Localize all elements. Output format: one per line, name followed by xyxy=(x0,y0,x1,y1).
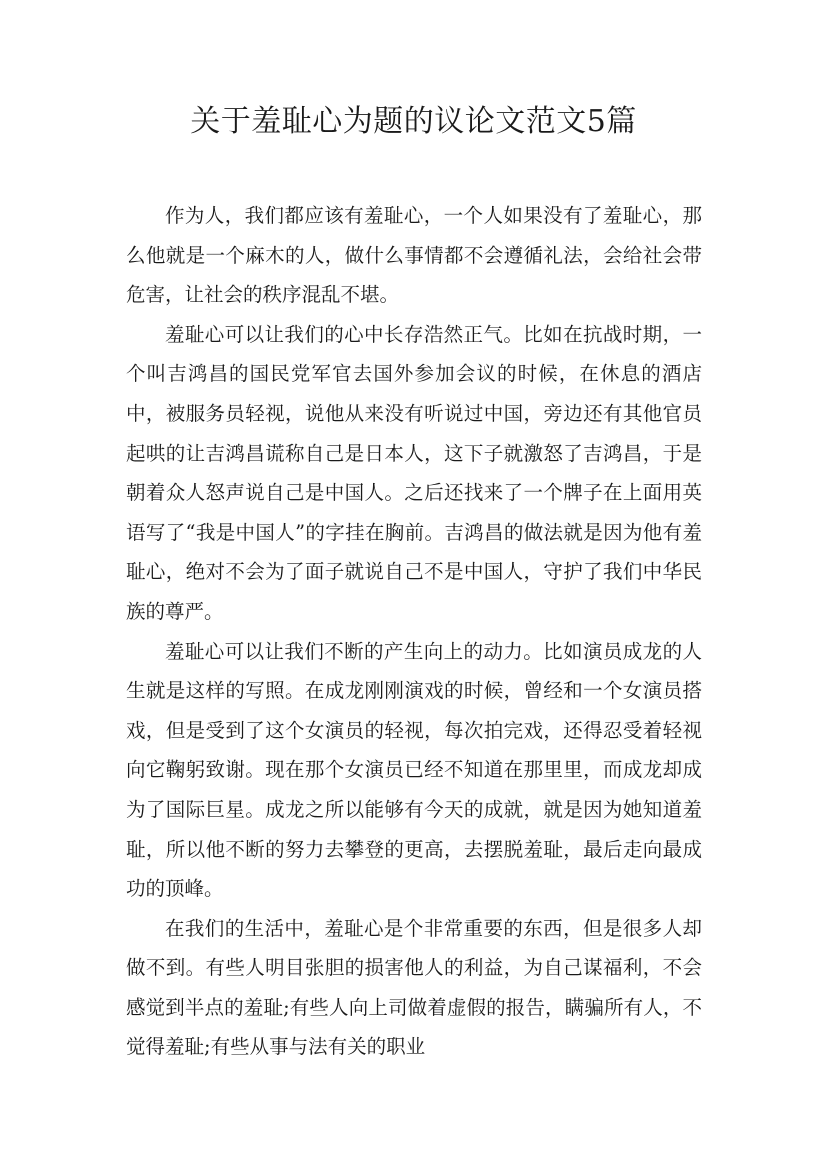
paragraph: 羞耻心可以让我们的心中长存浩然正气。比如在抗战时期，一个叫吉鸿昌的国民党军官去国外参加会议的时候，在休息的酒店中，被服务员轻视，说他从来没有听说过中国，旁边还有其他官员起哄的让吉鸿昌谎称自己是日本人，这下子就激怒了吉鸿昌，于是朝着众人怒声说自己是中国人。之后还找来了一个牌子在上面用英语写了“我是中国人”的字挂在胸前。吉鸿昌的做法就是因为他有羞耻心，绝对不会为了面子就说自己不是中国人，守护了我们中华民族的尊严。 xyxy=(126,322,702,623)
document-title: 关于羞耻心为题的议论文范文5篇 xyxy=(190,104,637,139)
paragraph: 羞耻心可以让我们不断的产生向上的动力。比如演员成龙的人生就是这样的写照。在成龙刚刚演戏的时候，曾经和一个女演员搭戏，但是受到了这个女演员的轻视，每次拍完戏，还得忍受着轻视向它鞠躬致谢。现在那个女演员已经不知道在那里里，而成龙却成为了国际巨星。成龙之所以能够有今天的成就，就是因为她知道羞耻，所以他不断的努力去攀登的更高，去摆脱羞耻，最后走向最成功的顶峰。 xyxy=(126,639,702,901)
paragraph: 作为人，我们都应该有羞耻心，一个人如果没有了羞耻心，那么他就是一个麻木的人，做什么事情都不会遵循礼法，会给社会带危害，让社会的秩序混乱不堪。 xyxy=(126,204,702,307)
paragraph: 在我们的生活中，羞耻心是个非常重要的东西，但是很多人却做不到。有些人明目张胆的损害他人的利益，为自己谋福利，不会感觉到半点的羞耻;有些人向上司做着虚假的报告，瞒骗所有人，不觉得羞耻;有些从事与法有关的职业 xyxy=(126,916,702,1059)
document-body xyxy=(126,196,702,1067)
